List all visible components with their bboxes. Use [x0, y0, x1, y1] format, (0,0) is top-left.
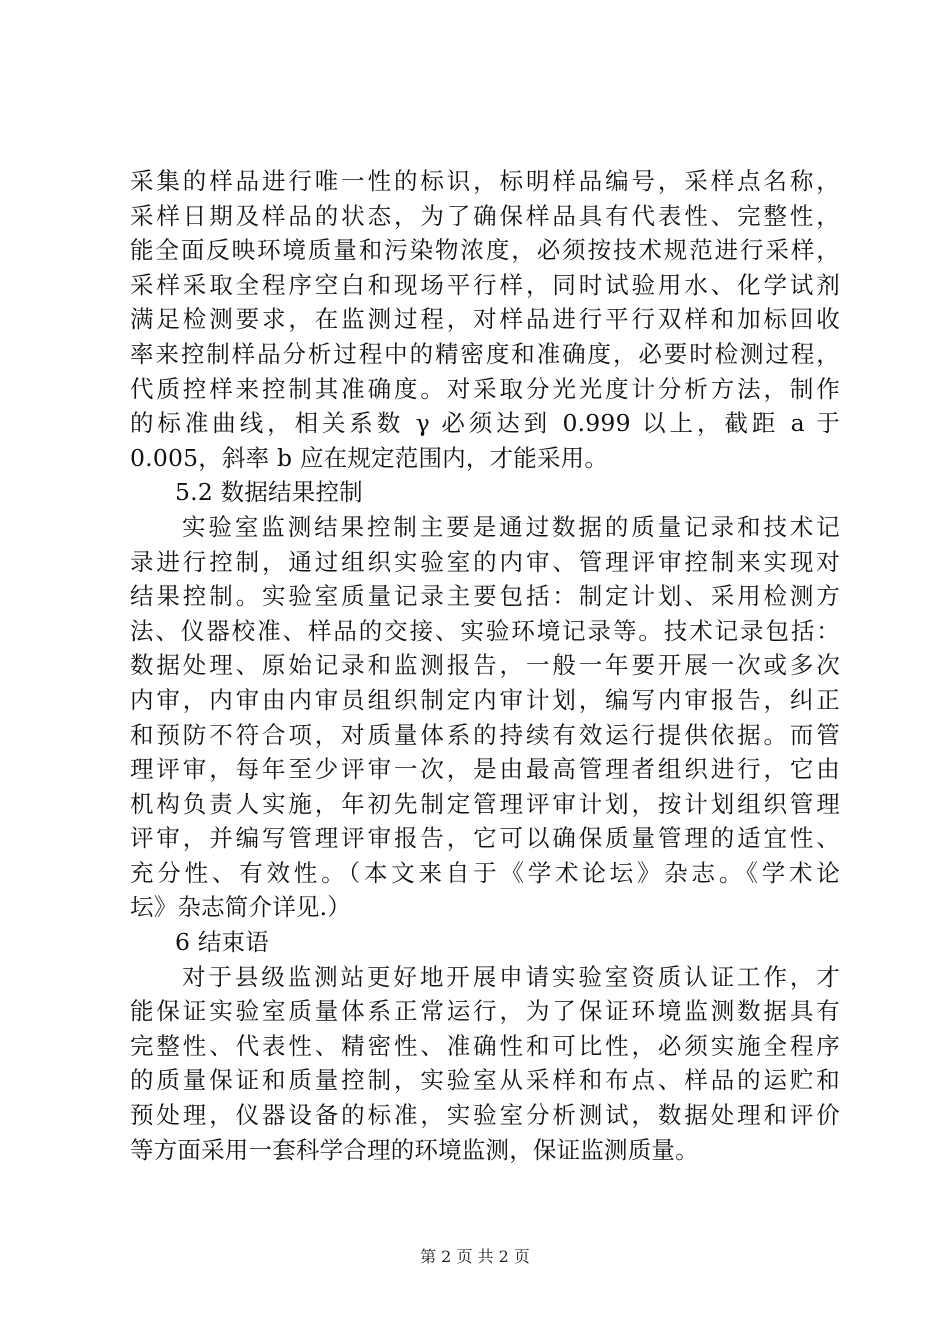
text-line: 代质控样来控制其准确度。对采取分光光度计分析方法，制作	[130, 374, 840, 403]
text-line: 的质量保证和质量控制，实验室从采样和布点、样品的运贮和	[130, 1066, 840, 1095]
text-line: 采样采取全程序空白和现场平行样，同时试验用水、化学试剂	[130, 270, 840, 299]
text-line: 采样日期及样品的状态，为了确保样品具有代表性、完整性，	[130, 201, 840, 230]
text-line: 数据处理、原始记录和监测报告，一般一年要开展一次或多次	[130, 651, 840, 680]
text-line: 能全面反映环境质量和污染物浓度，必须按技术规范进行采样，	[130, 236, 840, 265]
paragraph-conclusion	[130, 960, 840, 1168]
text-line: 和预防不符合项，对质量体系的持续有效运行提供依据。而管	[130, 720, 840, 749]
paragraph-sampling-control	[130, 164, 840, 475]
text-line: 坛》杂志简介详见.）	[130, 893, 351, 922]
text-line: 率来控制样品分析过程中的精密度和准确度，必要时检测过程，	[130, 339, 840, 368]
text-line: 采集的样品进行唯一性的标识，标明样品编号，采样点名称，	[130, 167, 840, 195]
section-heading-5-2: 5.2 数据结果控制	[175, 478, 363, 507]
text-line: 结果控制。实验室质量记录主要包括：制定计划、采用检测方	[130, 582, 840, 611]
section-heading-6: 6 结束语	[175, 928, 269, 957]
text-line: 的标准曲线，相关系数 γ 必须达到 0.999 以上，截距 a 于	[130, 409, 840, 438]
text-line: 对于县级监测站更好地开展申请实验室资质认证工作，才	[182, 962, 840, 991]
text-line: 0.005，斜率 b 应在规定范围内，才能采用。	[130, 443, 609, 472]
text-line: 内审，内审由内审员组织制定内审计划，编写内审报告，纠正	[130, 685, 840, 714]
text-line: 充分性、有效性。（本文来自于《学术论坛》杂志。《学术论	[130, 858, 840, 887]
text-line: 等方面采用一套科学合理的环境监测，保证监测质量。	[130, 1135, 699, 1164]
paragraph-result-control	[130, 510, 840, 925]
text-line: 实验室监测结果控制主要是通过数据的质量记录和技术记	[182, 512, 840, 541]
text-line: 录进行控制，通过组织实验室的内审、管理评审控制来实现对	[130, 547, 840, 576]
text-line: 能保证实验室质量体系正常运行，为了保证环境监测数据具有	[130, 997, 840, 1026]
text-line: 评审，并编写管理评审报告，它可以确保质量管理的适宜性、	[130, 824, 840, 853]
page-number-footer: 第 2 页 共 2 页	[420, 1247, 530, 1266]
document-body	[130, 164, 840, 1167]
text-line: 预处理，仪器设备的标准，实验室分析测试，数据处理和评价	[130, 1101, 840, 1130]
text-line: 完整性、代表性、精密性、准确性和可比性，必须实施全程序	[130, 1031, 840, 1060]
text-line: 理评审，每年至少评审一次，是由最高管理者组织进行，它由	[130, 755, 840, 784]
text-line: 满足检测要求，在监测过程，对样品进行平行双样和加标回收	[130, 305, 840, 334]
text-line: 法、仪器校准、样品的交接、实验环境记录等。技术记录包括：	[130, 616, 840, 645]
text-line: 机构负责人实施，年初先制定管理评审计划，按计划组织管理	[130, 789, 840, 818]
